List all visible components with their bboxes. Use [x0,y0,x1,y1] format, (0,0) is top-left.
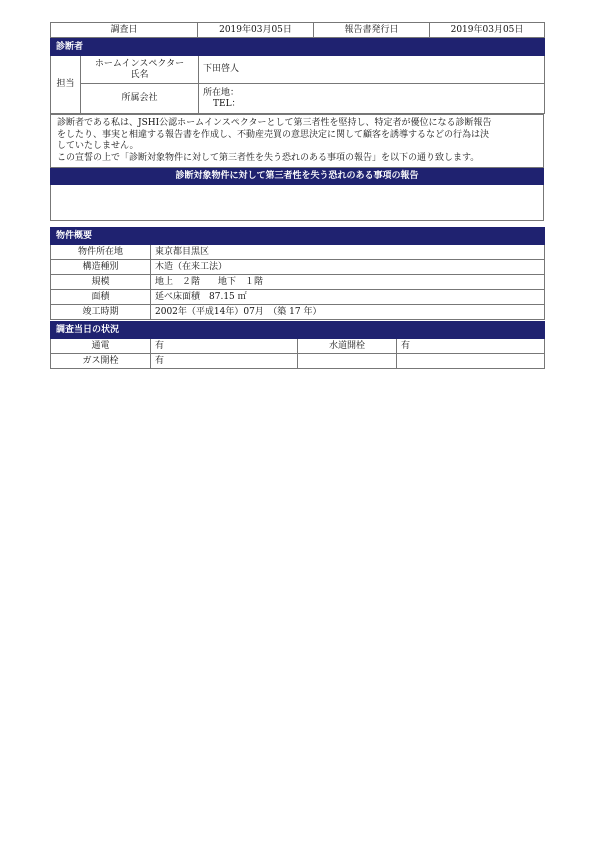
property-row-label: 物件所在地 [51,245,151,260]
dates-table [50,22,545,38]
charge-label: 担当 [51,56,81,114]
company-value [199,84,545,114]
declaration-line-4: この宣誓の上で「診断対象物件に対して第三者性を失う恐れのある事項の報告」を以下の通り致します。 [57,152,480,163]
property-row-value: 木造（在来工法） [151,260,545,275]
property-row-label: 規模 [51,275,151,290]
property-section-title: 物件概要 [51,228,545,245]
report-heading: 診断対象物件に対して第三者性を失う恐れのある事項の報告 [51,168,544,185]
report-date-value: 2019年03月05日 [430,23,545,38]
property-row-value: 東京都目黒区 [151,245,545,260]
property-row-label: 竣工時期 [51,305,151,320]
company-label: 所属会社 [81,84,199,114]
declaration-line-3: していたしません。 [57,141,139,151]
property-row-value: 2002年（平成14年）07月 （築 17 年） [151,305,545,320]
water-label: 水道開栓 [298,339,397,354]
status-section-title: 調査当日の状況 [51,322,545,339]
gas-value: 有 [151,354,298,369]
electricity-label: 通電 [51,339,151,354]
survey-date-label: 調査日 [51,23,198,38]
water-value: 有 [397,339,545,354]
report-date-label: 報告書発行日 [314,23,430,38]
empty-label [298,354,397,369]
electricity-value: 有 [151,339,298,354]
inspector-name-label-line2: 氏名 [130,69,149,80]
survey-date-value: 2019年03月05日 [198,23,314,38]
property-row-label: 構造種別 [51,260,151,275]
inspector-name-value: 下田啓人 [199,56,545,84]
inspector-name-label-line1: ホームインスペクター [94,58,185,69]
status-table [50,321,545,369]
company-tel-label: TEL： [213,98,241,109]
gas-label: ガス開栓 [51,354,151,369]
declaration-line-2: をしたり、事実と相違する報告書を作成し、不動産売買の意思決定に関して顧客を誘導するなどの行為は決 [57,129,490,140]
empty-value [397,354,545,369]
property-row-value: 地上 ２階 地下 １階 [151,275,545,290]
company-address-label: 所在地： [203,87,240,98]
property-row-value: 延べ床面積 87.15 ㎡ [151,290,545,305]
inspector-section-title: 診断者 [51,39,545,56]
inspector-name-label [81,56,199,84]
declaration-line-1: 診断者である私は、JSHI公認ホームインスペクターとして第三者性を堅持し、特定者が優位になる診断報告 [57,118,492,128]
declaration-table [50,114,544,221]
property-row-label: 面積 [51,290,151,305]
property-table [50,227,545,320]
declaration-text [51,115,544,168]
report-body [51,185,544,221]
inspector-table [50,38,545,114]
